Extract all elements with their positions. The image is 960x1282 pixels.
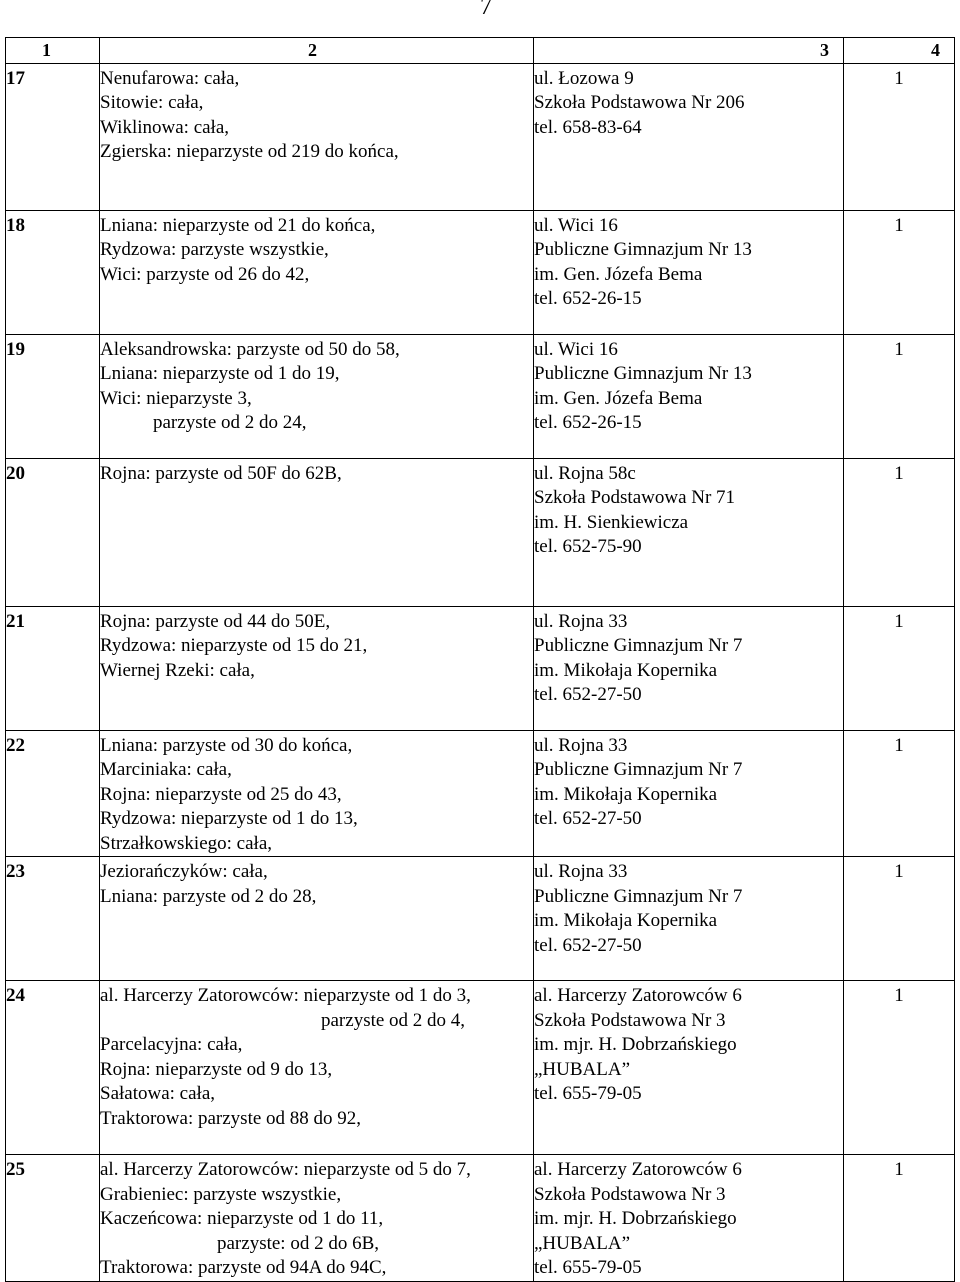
street-line: parzyste od 2 do 4, [321, 1009, 466, 1031]
street-line: Nenufarowa: cała, [100, 67, 240, 89]
school-cell [534, 981, 844, 1155]
table-row [6, 458, 955, 606]
school-line: im. Mikołaja Kopernika [534, 783, 718, 805]
school-cell [534, 1155, 844, 1282]
districts-table [5, 37, 955, 1282]
school-line: tel. 652-26-15 [534, 412, 642, 433]
school-line: tel. 652-27-50 [534, 808, 642, 829]
school-line: tel. 652-26-15 [534, 288, 642, 309]
school-line: ul. Łozowa 9 [534, 67, 634, 89]
street-line: Rojna: nieparzyste od 25 do 43, [100, 783, 342, 805]
school-line: ul. Rojna 33 [534, 610, 628, 632]
street-line: Parcelacyjna: cała, [100, 1034, 243, 1055]
street-line: Rydzowa: nieparzyste od 1 do 13, [100, 808, 358, 829]
count-cell: 1 [844, 606, 955, 730]
count-cell: 1 [844, 981, 955, 1155]
district-number: 17 [6, 63, 100, 210]
streets-cell [100, 1155, 534, 1282]
street-line: Marciniaka: cała, [100, 759, 232, 780]
count-cell: 1 [844, 730, 955, 857]
page-number: 7 [480, 0, 492, 20]
street-line: Kaczeńcowa: nieparzyste od 1 do 11, [100, 1208, 384, 1229]
school-line: im. mjr. H. Dobrzańskiego [534, 1034, 737, 1055]
table-row [6, 606, 955, 730]
column-header: 1 [6, 38, 100, 64]
street-line: Grabieniec: parzyste wszystkie, [100, 1183, 342, 1205]
streets-cell [100, 981, 534, 1155]
street-line: Sałatowa: cała, [100, 1083, 216, 1104]
street-line: Wici: nieparzyste 3, [100, 387, 252, 409]
school-line: im. H. Sienkiewicza [534, 511, 689, 533]
school-line: tel. 655-79-05 [534, 1257, 642, 1278]
column-header: 3 [534, 38, 844, 64]
table-row [6, 1155, 955, 1282]
school-line: tel. 652-27-50 [534, 934, 642, 956]
school-line: ul. Rojna 33 [534, 861, 628, 882]
district-number: 18 [6, 210, 100, 334]
count-cell: 1 [844, 210, 955, 334]
street-line: al. Harcerzy Zatorowców: nieparzyste od 1 do 3, [100, 985, 471, 1006]
street-line: Lniana: parzyste od 2 do 28, [100, 885, 317, 907]
district-number: 22 [6, 730, 100, 857]
table-row [6, 63, 955, 210]
street-line: Wici: parzyste od 26 do 42, [100, 263, 310, 285]
street-line: Rojna: parzyste od 50F do 62B, [100, 462, 342, 484]
school-line: al. Harcerzy Zatorowców 6 [534, 985, 742, 1006]
table-row [6, 334, 955, 458]
school-line: ul. Rojna 58c [534, 462, 636, 484]
district-number: 23 [6, 857, 100, 981]
count-cell: 1 [844, 334, 955, 458]
street-line: Strzałkowskiego: cała, [100, 832, 273, 854]
district-number: 24 [6, 981, 100, 1155]
street-line: Rydzowa: parzyste wszystkie, [100, 239, 329, 260]
school-line: im. Mikołaja Kopernika [534, 910, 718, 931]
school-cell [534, 63, 844, 210]
district-number: 20 [6, 458, 100, 606]
school-line: Publiczne Gimnazjum Nr 7 [534, 759, 743, 780]
table-row [6, 857, 955, 981]
streets-cell [100, 210, 534, 334]
school-line: Publiczne Gimnazjum Nr 7 [534, 885, 743, 907]
street-line: Lniana: nieparzyste od 21 do końca, [100, 214, 376, 236]
school-line: Publiczne Gimnazjum Nr 13 [534, 239, 752, 260]
school-line: Szkoła Podstawowa Nr 71 [534, 487, 736, 508]
school-line: tel. 655-79-05 [534, 1083, 642, 1104]
street-line: Rojna: nieparzyste od 9 do 13, [100, 1058, 333, 1080]
street-line: Rojna: parzyste od 44 do 50E, [100, 610, 331, 632]
street-line: Zgierska: nieparzyste od 219 do końca, [100, 141, 399, 162]
street-line: al. Harcerzy Zatorowców: nieparzyste od 5 do 7, [100, 1159, 471, 1180]
table-row [6, 981, 955, 1155]
streets-cell [100, 334, 534, 458]
count-cell: 1 [844, 1155, 955, 1282]
school-line: tel. 658-83-64 [534, 116, 642, 138]
street-line: Rydzowa: nieparzyste od 15 do 21, [100, 635, 368, 656]
street-line: Lniana: nieparzyste od 1 do 19, [100, 363, 340, 384]
column-header: 4 [844, 38, 955, 64]
school-line: Publiczne Gimnazjum Nr 13 [534, 363, 752, 384]
district-number: 25 [6, 1155, 100, 1282]
count-cell: 1 [844, 857, 955, 981]
column-header: 2 [100, 38, 534, 64]
streets-cell [100, 63, 534, 210]
school-cell [534, 210, 844, 334]
table-row [6, 730, 955, 857]
school-line: im. mjr. H. Dobrzańskiego [534, 1208, 737, 1229]
school-line: ul. Wici 16 [534, 214, 618, 236]
street-line: parzyste: od 2 do 6B, [217, 1232, 380, 1254]
street-line: Aleksandrowska: parzyste od 50 do 58, [100, 338, 400, 360]
streets-cell [100, 606, 534, 730]
street-line: Jeziorańczyków: cała, [100, 861, 268, 882]
streets-cell [100, 857, 534, 981]
school-cell [534, 334, 844, 458]
school-cell [534, 606, 844, 730]
count-cell: 1 [844, 63, 955, 210]
street-line: parzyste od 2 do 24, [153, 412, 307, 433]
street-line: Traktorowa: parzyste od 88 do 92, [100, 1107, 362, 1129]
school-line: „HUBALA” [534, 1058, 631, 1080]
street-line: Lniana: parzyste od 30 do końca, [100, 734, 353, 756]
streets-cell [100, 458, 534, 606]
school-line: tel. 652-75-90 [534, 536, 642, 557]
count-cell: 1 [844, 458, 955, 606]
district-number: 21 [6, 606, 100, 730]
table-header-row [6, 38, 955, 64]
school-line: Publiczne Gimnazjum Nr 7 [534, 635, 743, 656]
school-cell [534, 857, 844, 981]
school-line: ul. Rojna 33 [534, 734, 628, 756]
street-line: Sitowie: cała, [100, 92, 204, 113]
school-line: tel. 652-27-50 [534, 684, 642, 705]
school-cell [534, 730, 844, 857]
table-row [6, 210, 955, 334]
street-line: Wiernej Rzeki: cała, [100, 659, 255, 681]
school-cell [534, 458, 844, 606]
street-line: Wiklinowa: cała, [100, 116, 230, 138]
school-line: al. Harcerzy Zatorowców 6 [534, 1159, 742, 1180]
school-line: im. Mikołaja Kopernika [534, 659, 718, 681]
school-line: ul. Wici 16 [534, 338, 618, 360]
school-line: im. Gen. Józefa Bema [534, 263, 703, 285]
school-line: im. Gen. Józefa Bema [534, 387, 703, 409]
school-line: Szkoła Podstawowa Nr 3 [534, 1009, 726, 1031]
streets-cell [100, 730, 534, 857]
school-line: Szkoła Podstawowa Nr 3 [534, 1183, 726, 1205]
district-number: 19 [6, 334, 100, 458]
school-line: Szkoła Podstawowa Nr 206 [534, 92, 745, 113]
street-line: Traktorowa: parzyste od 94A do 94C, [100, 1257, 387, 1278]
school-line: „HUBALA” [534, 1232, 631, 1254]
